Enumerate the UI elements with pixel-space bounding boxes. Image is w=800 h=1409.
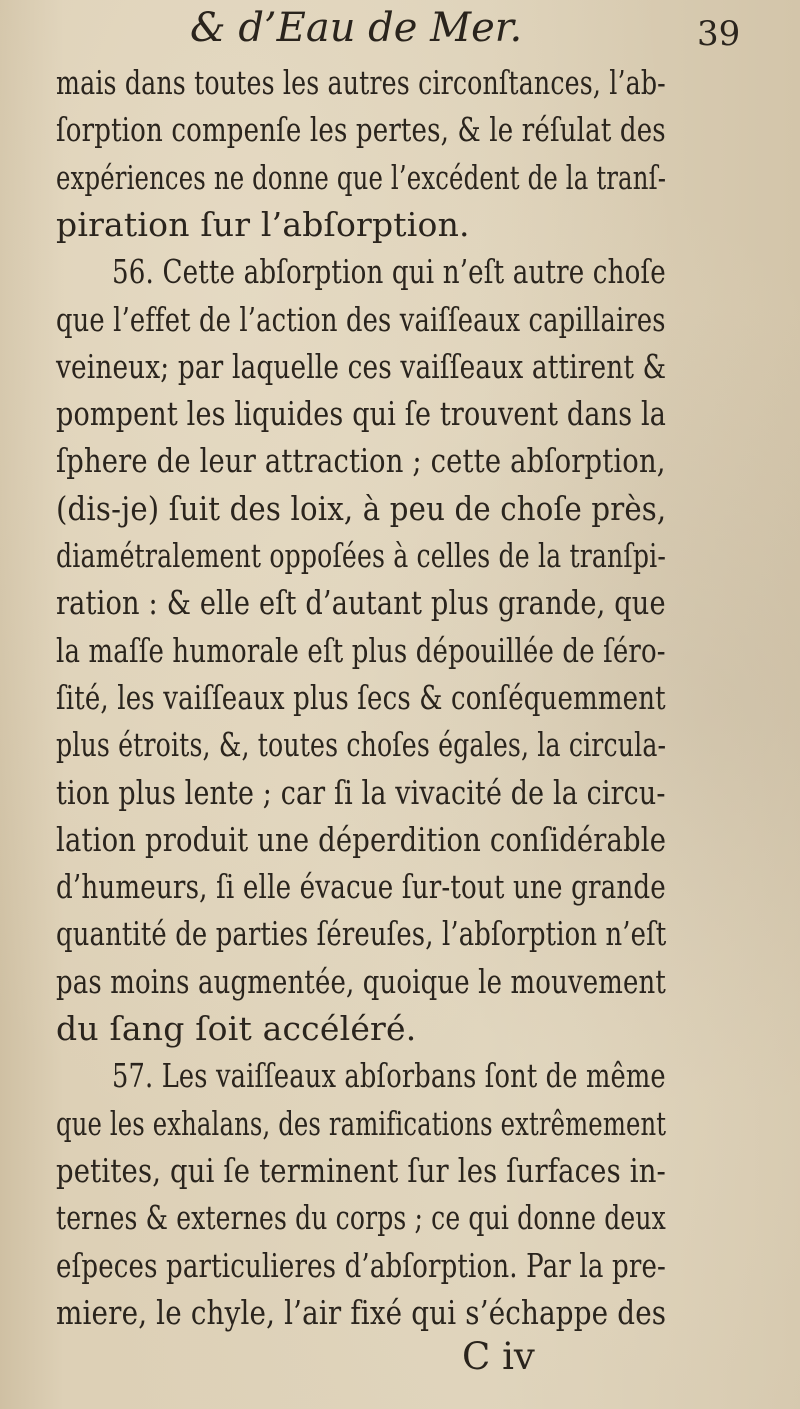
text-line: quantité de parties ſéreuſes, l’abſorption n’eſt bbox=[56, 914, 667, 954]
text-line: piration ſur l’abſorption. bbox=[56, 204, 470, 244]
text-line: miere, le chyle, l’air fixé qui s’échappe des bbox=[56, 1292, 667, 1332]
text-line: plus étroits, &, toutes choſes égales, la circula- bbox=[56, 725, 667, 765]
text-line: du ſang ſoit accéléré. bbox=[56, 1009, 417, 1048]
text-line: eſpeces particulieres d’abſorption. Par la pre- bbox=[56, 1245, 666, 1285]
text-line: la maſſe humorale eſt plus dépouillée de ſéro- bbox=[56, 630, 666, 670]
text-line: d’humeurs, ſi elle évacue ſur-tout une grande bbox=[56, 867, 666, 907]
text-line: lation produit une déperdition conſidérable bbox=[56, 819, 667, 859]
text-line: veineux; par laquelle ces vaiſſeaux attirent & bbox=[56, 346, 667, 386]
text-line: expériences ne donne que l’excédent de la tranſ- bbox=[56, 157, 667, 197]
text-line: que l’effet de l’action des vaiſſeaux capillaires bbox=[56, 299, 666, 339]
text-line: 57. Les vaiſſeaux abſorbans ſont de même bbox=[112, 1056, 666, 1096]
text-line: 56. Cette abſorption qui n’eſt autre choſe bbox=[112, 252, 666, 292]
text-line: pompent les liquides qui ſe trouvent dans la bbox=[56, 394, 667, 434]
text-line: petites, qui ſe terminent ſur les ſurfaces in- bbox=[56, 1150, 667, 1190]
text-line: que les exhalans, des ramifications extrêmement bbox=[56, 1103, 667, 1143]
text-line: diamétralement oppoſées à celles de la tranſpi- bbox=[56, 536, 666, 575]
text-line: ternes & externes du corps ; ce qui donne deux bbox=[56, 1198, 666, 1238]
text-line: tion plus lente ; car ſi la vivacité de la circu- bbox=[56, 772, 666, 812]
text-line: (dis-je) ſuit des loix, à peu de choſe près, bbox=[56, 488, 667, 528]
text-line: ration : & elle eſt d’autant plus grande, que bbox=[56, 583, 666, 623]
text-line: ſorption compenſe les pertes, & le réſulat des bbox=[56, 110, 666, 150]
running-title: & d’Eau de Mer. bbox=[190, 5, 523, 51]
text-line: pas moins augmentée, quoique le mouvement bbox=[56, 961, 666, 1001]
text-line: ſité, les vaiſſeaux plus ſecs & conſéquemment bbox=[56, 677, 666, 717]
text-line: ſphere de leur attraction ; cette abſorption, bbox=[56, 441, 666, 481]
signature-mark: C iv bbox=[462, 1335, 535, 1379]
page-number: 39 bbox=[697, 14, 741, 54]
text-line: mais dans toutes les autres circonſtances, l’ab- bbox=[56, 63, 666, 102]
